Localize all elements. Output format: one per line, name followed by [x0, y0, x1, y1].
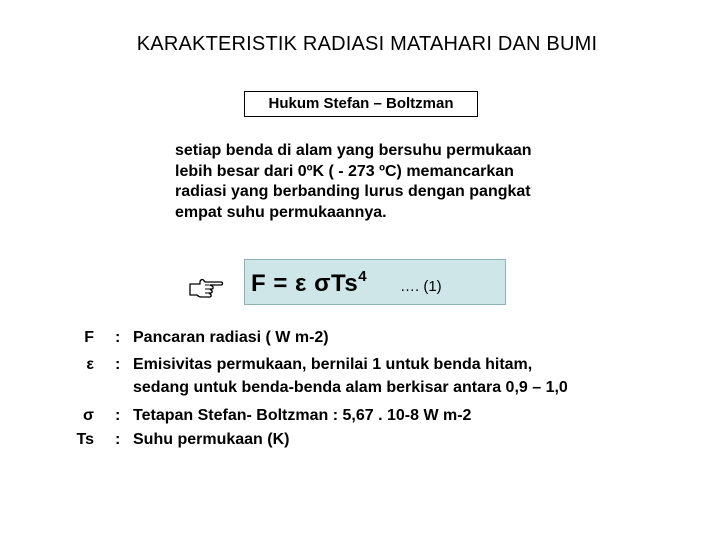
definition-symbol: Ts [76, 431, 94, 448]
definition-text: Pancaran radiasi ( W m-2) [133, 329, 329, 346]
page-title: KARAKTERISTIK RADIASI MATAHARI DAN BUMI [136, 33, 598, 55]
definition-text: Emisivitas permukaan, bernilai 1 untuk benda hitam, [133, 356, 533, 373]
definition-text: Suhu permukaan (K) [133, 431, 290, 448]
formula-exponent: 4 [358, 268, 368, 285]
definition-symbol: σ [83, 407, 94, 424]
definition-colon: : [115, 407, 121, 424]
formula-reference: …. (1) [400, 278, 442, 295]
definition-colon: : [115, 329, 121, 346]
description-line: lebih besar dari 0ºK ( - 273 ºC) memancarkan [175, 162, 514, 180]
description-line: radiasi yang berbanding lurus dengan pangkat [175, 183, 531, 200]
definition-colon: : [115, 431, 121, 448]
law-title-box: Hukum Stefan – Boltzman [244, 91, 478, 117]
definition-colon: : [115, 356, 121, 373]
description-line: setiap benda di alam yang bersuhu permukaan [175, 142, 532, 159]
definition-symbol: F [84, 329, 94, 346]
description-line: empat suhu permukaannya. [175, 203, 387, 221]
formula-expression: F = ε σTs [251, 270, 359, 297]
definition-text: sedang untuk benda-benda alam berkisar antara 0,9 – 1,0 [133, 379, 568, 396]
definition-symbol: ε [86, 356, 94, 373]
definition-text: Tetapan Stefan- Boltzman : 5,67 . 10-8 W m-2 [133, 407, 472, 424]
